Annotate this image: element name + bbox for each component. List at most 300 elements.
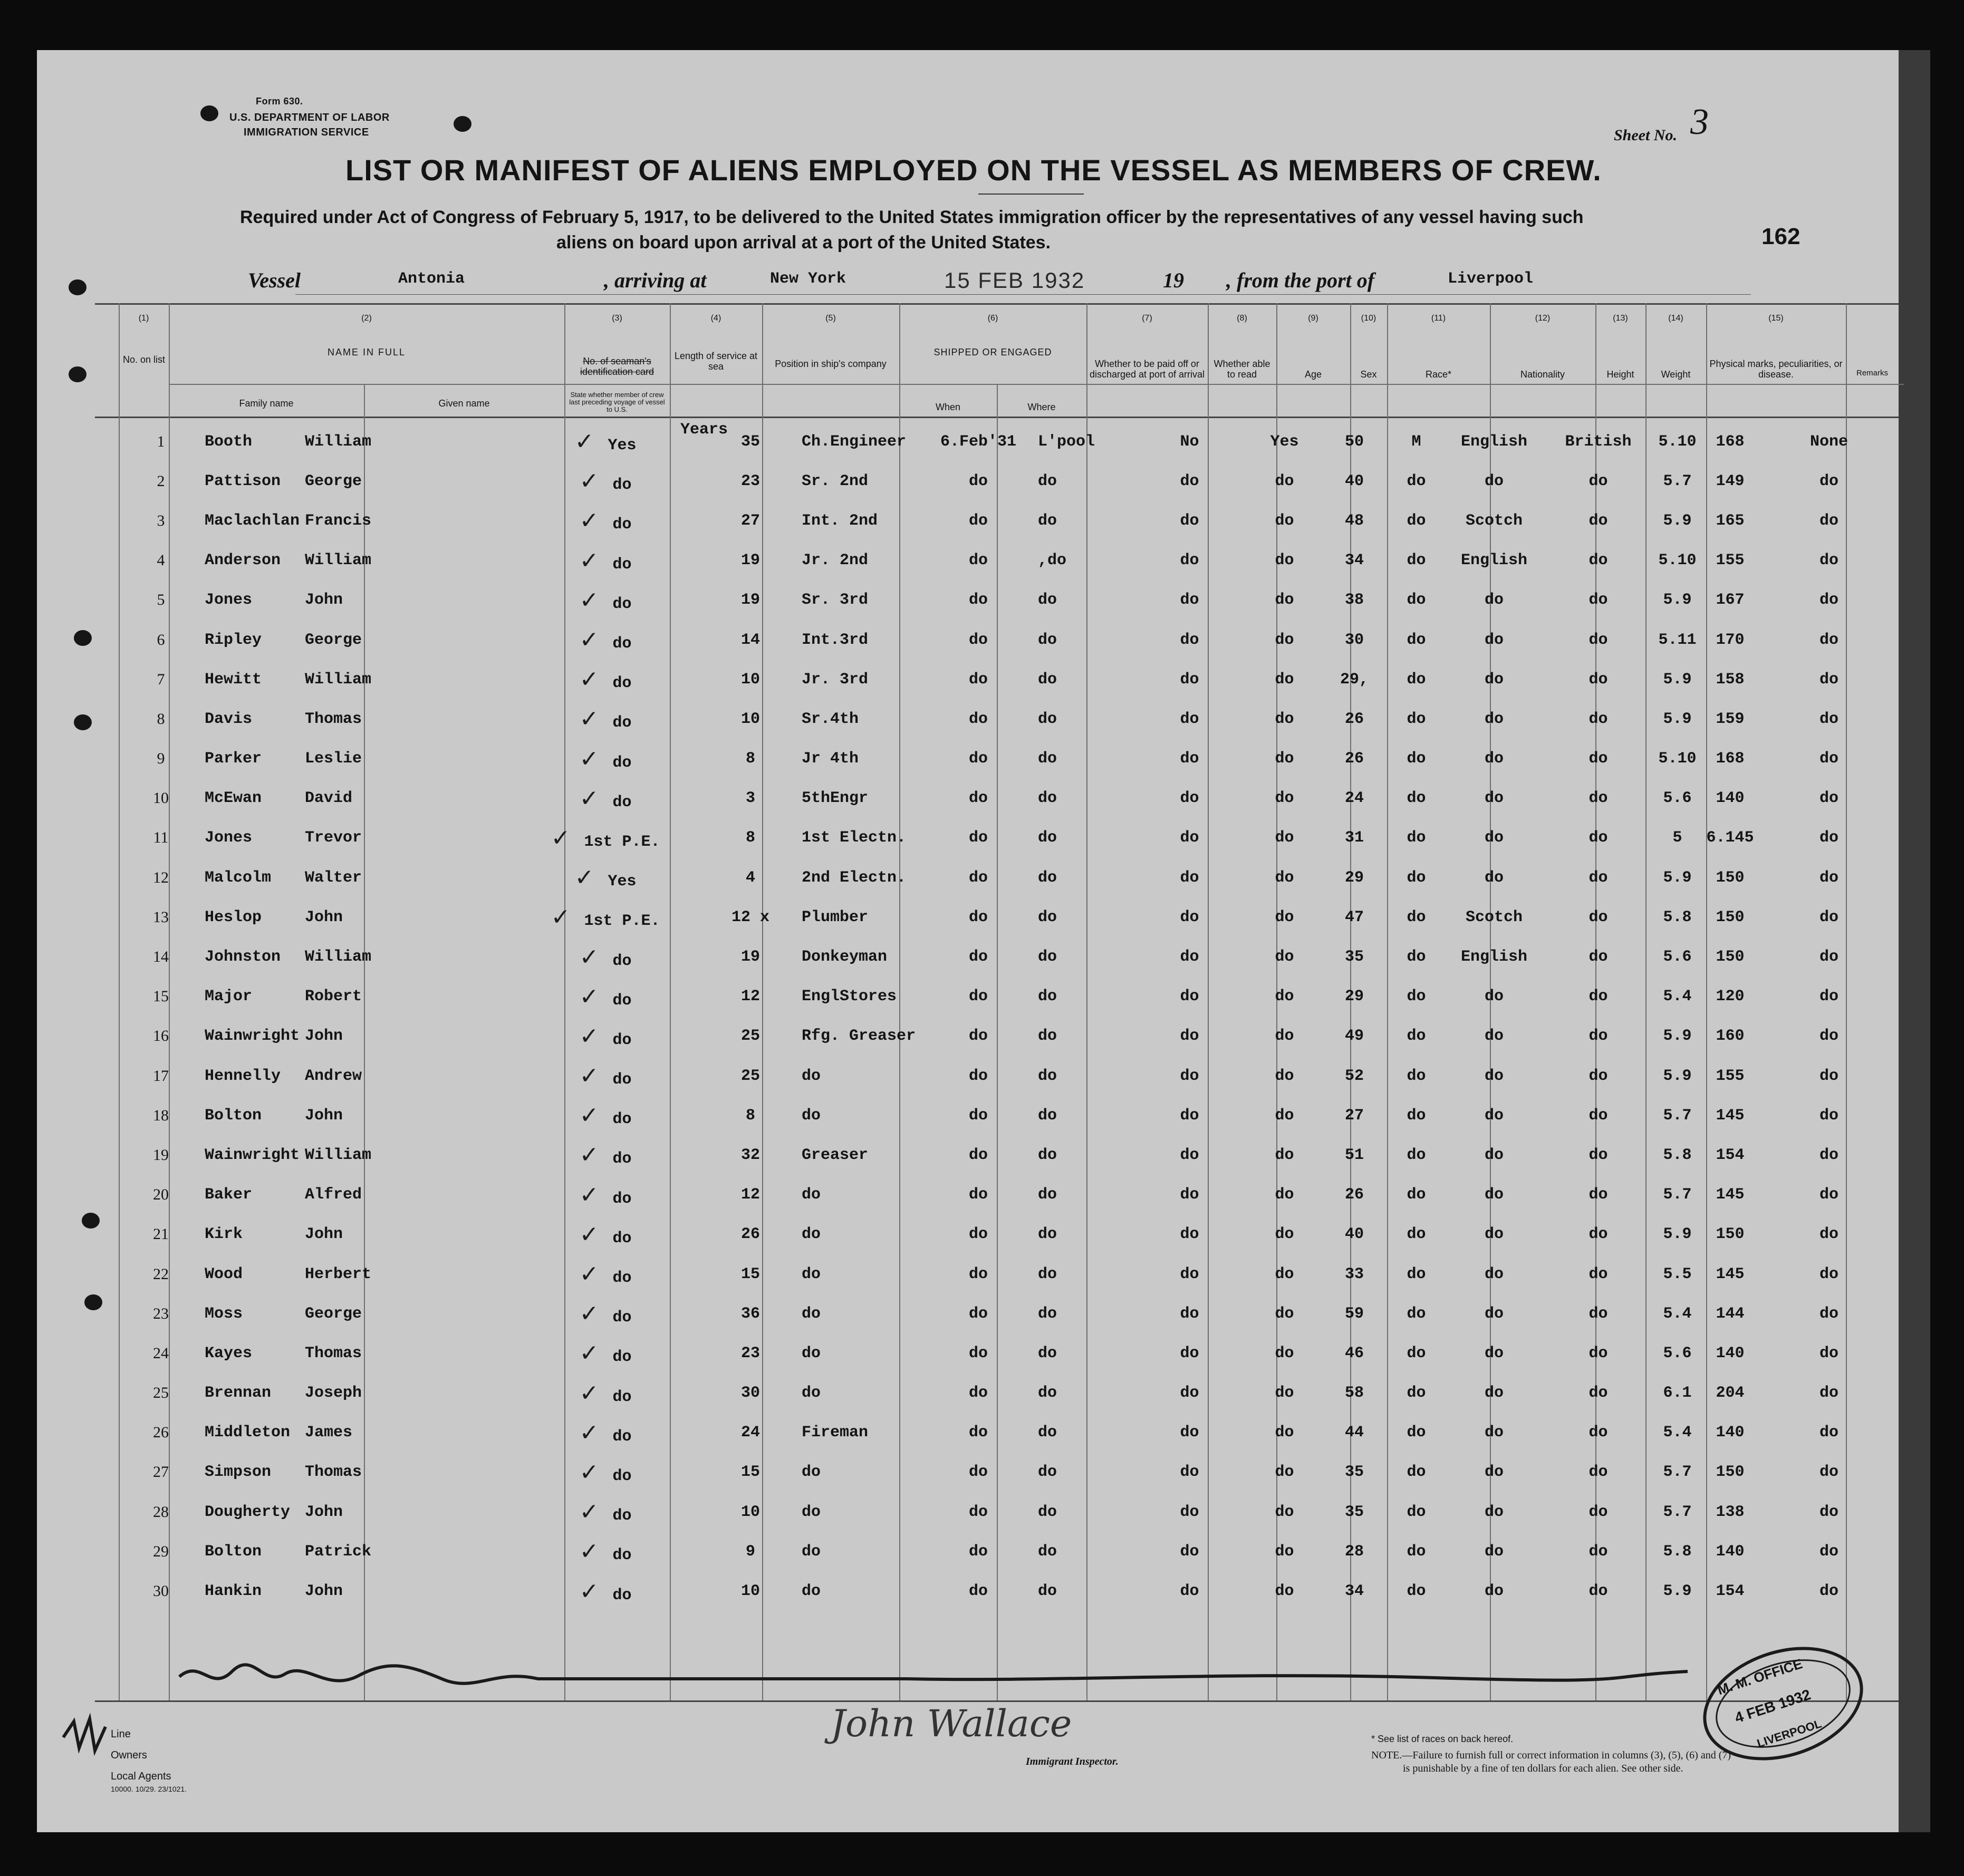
position-cell (795, 541, 933, 581)
nationality-cell (1547, 1096, 1650, 1135)
able-to-read: do (1275, 1304, 1294, 1323)
family-name-cell (200, 1215, 300, 1254)
given-name-cell (300, 1532, 505, 1571)
physical-marks-cell (1755, 1453, 1903, 1492)
position: 2nd Electn. (802, 868, 907, 887)
shipped-when: do (969, 472, 988, 490)
shipped-where-cell (1023, 699, 1128, 739)
discharged-cell (1128, 1096, 1251, 1135)
discharged-cell (1128, 1294, 1251, 1333)
family-name-cell (200, 1056, 300, 1096)
able-to-read-cell (1251, 858, 1317, 897)
given-name: John (305, 908, 343, 926)
race-cell (1441, 739, 1547, 779)
race: do (1485, 1146, 1504, 1164)
col-num: (12) (1535, 314, 1551, 323)
row-number: 9 (157, 750, 165, 768)
given-name-cell (300, 1374, 505, 1413)
last-voyage-cell (505, 501, 706, 540)
nationality-cell (1547, 422, 1650, 461)
row-number-cell (121, 1571, 200, 1611)
position: do (802, 1503, 821, 1521)
weight: 140 (1716, 789, 1745, 808)
years-at-sea-cell (706, 1056, 795, 1096)
row-number: 5 (157, 591, 165, 609)
height: 5.10 (1658, 552, 1697, 570)
shipped-when-cell (933, 1413, 1023, 1453)
discharged-cell (1128, 422, 1251, 461)
weight-cell (1705, 1254, 1755, 1294)
years-at-sea: 19 (741, 948, 760, 966)
shipped-where: do (1038, 1186, 1057, 1204)
row-number-cell (121, 1175, 200, 1215)
row-number: 4 (157, 552, 165, 569)
discharged-cell (1128, 977, 1251, 1017)
checkmark-icon: ✓ (579, 547, 599, 574)
shipped-when: do (969, 1384, 988, 1403)
nationality: do (1588, 1067, 1608, 1085)
last-voyage: do (612, 1110, 632, 1129)
nationality: do (1588, 511, 1608, 530)
shipped-when: do (969, 789, 988, 808)
shipped-when-cell (933, 739, 1023, 779)
shipped-when-cell (933, 1571, 1023, 1611)
row-number-cell (121, 858, 200, 897)
physical-marks: do (1819, 868, 1839, 887)
header-sex: Sex (1360, 369, 1377, 380)
shipped-when: do (969, 670, 988, 689)
last-voyage: do (612, 1190, 632, 1208)
discharged-cell (1128, 858, 1251, 897)
able-to-read: do (1275, 1542, 1294, 1561)
page-number: 162 (1761, 224, 1801, 249)
shipped-where-cell (1023, 818, 1128, 858)
able-to-read: do (1275, 670, 1294, 689)
height-cell (1650, 1254, 1705, 1294)
age: 30 (1345, 631, 1364, 649)
height: 5.4 (1663, 1304, 1692, 1323)
shipped-when-cell (933, 897, 1023, 937)
last-voyage: 1st P.E. (584, 833, 660, 851)
given-name-cell (300, 1413, 505, 1453)
nationality: do (1588, 1186, 1608, 1204)
print-code: 10000. 10/29. 23/1021. (111, 1785, 187, 1793)
sex: do (1407, 591, 1426, 610)
age-cell (1317, 1571, 1391, 1611)
age: 26 (1345, 710, 1364, 728)
able-to-read: do (1275, 750, 1294, 768)
position-cell (795, 461, 933, 501)
family-name: Dougherty (205, 1503, 291, 1521)
weight-cell (1705, 461, 1755, 501)
shipped-when-cell (933, 1374, 1023, 1413)
able-to-read-cell (1251, 660, 1317, 699)
height-cell (1650, 699, 1705, 739)
checkmark-icon: ✓ (579, 507, 599, 535)
weight: 140 (1716, 1344, 1745, 1362)
last-voyage-cell (505, 422, 706, 461)
sex: do (1407, 1067, 1426, 1085)
table-row (121, 1175, 1903, 1215)
discharged: do (1180, 1225, 1199, 1244)
department: U.S. DEPARTMENT OF LABOR (229, 112, 390, 123)
years-at-sea-cell (706, 818, 795, 858)
weight-cell (1705, 1294, 1755, 1333)
last-voyage-cell (505, 1453, 706, 1492)
page-title: LIST OR MANIFEST OF ALIENS EMPLOYED ON THE VESSEL AS MEMBERS OF CREW. (345, 153, 1602, 187)
years-at-sea-cell (706, 660, 795, 699)
weight-cell (1705, 1374, 1755, 1413)
discharged-cell (1128, 1453, 1251, 1492)
position-cell (795, 581, 933, 620)
family-name: Kayes (205, 1344, 253, 1362)
able-to-read-cell (1251, 620, 1317, 660)
physical-marks: do (1819, 789, 1839, 808)
shipped-where-cell (1023, 1096, 1128, 1135)
sex: do (1407, 1304, 1426, 1323)
discharged: do (1180, 1344, 1199, 1362)
shipped-where-cell (1023, 1175, 1128, 1215)
nationality-cell (1547, 858, 1650, 897)
age: 33 (1345, 1265, 1364, 1283)
given-name: Robert (305, 988, 362, 1006)
race: do (1485, 1503, 1504, 1521)
physical-marks-cell (1755, 1571, 1903, 1611)
weight: 145 (1716, 1106, 1745, 1125)
weight-cell (1705, 699, 1755, 739)
nationality-cell (1547, 699, 1650, 739)
shipped-where: do (1038, 591, 1057, 610)
given-name: Trevor (305, 829, 362, 847)
age: 35 (1345, 1463, 1364, 1482)
shipped-where-cell (1023, 541, 1128, 581)
height-cell (1650, 1333, 1705, 1373)
able-to-read-cell (1251, 1135, 1317, 1175)
punch-hole (454, 116, 471, 132)
physical-marks: do (1819, 591, 1839, 610)
stamp-office: M. M. OFFICE (1715, 1655, 1805, 1698)
sex: do (1407, 1424, 1426, 1442)
family-name: Pattison (205, 472, 281, 490)
years-at-sea: 23 (741, 472, 760, 490)
sex-cell (1391, 422, 1441, 461)
weight: 6.145 (1706, 829, 1754, 847)
given-name-cell (300, 660, 505, 699)
physical-marks: do (1819, 948, 1839, 966)
able-to-read-cell (1251, 1215, 1317, 1254)
years-at-sea-cell (706, 897, 795, 937)
years-at-sea-cell (706, 1413, 795, 1453)
shipped-where: do (1038, 1146, 1057, 1164)
shipped-when-cell (933, 818, 1023, 858)
able-to-read: do (1275, 511, 1294, 530)
given-name: Joseph (305, 1384, 362, 1403)
last-voyage-cell (505, 1017, 706, 1056)
family-name: Middleton (205, 1424, 291, 1442)
able-to-read: do (1275, 631, 1294, 649)
height: 5.6 (1663, 1344, 1692, 1362)
given-name-cell (300, 1135, 505, 1175)
table-row (121, 937, 1903, 976)
age: 47 (1345, 908, 1364, 926)
given-name-cell (300, 1254, 505, 1294)
shipped-where-cell (1023, 858, 1128, 897)
row-number-cell (121, 461, 200, 501)
physical-marks: do (1819, 1542, 1839, 1561)
able-to-read-cell (1251, 1017, 1317, 1056)
years-at-sea: 25 (741, 1027, 760, 1046)
able-to-read-cell (1251, 1056, 1317, 1096)
race: do (1485, 1106, 1504, 1125)
given-name: William (305, 432, 372, 451)
family-name-cell (200, 699, 300, 739)
last-voyage: Yes (608, 437, 637, 455)
age-cell (1317, 779, 1391, 818)
position-cell (795, 660, 933, 699)
last-voyage-cell (505, 1413, 706, 1453)
weight: 155 (1716, 552, 1745, 570)
row-number-cell (121, 1215, 200, 1254)
physical-marks-cell (1755, 739, 1903, 779)
given-name-cell (300, 1571, 505, 1611)
able-to-read-cell (1251, 501, 1317, 540)
nationality: do (1588, 710, 1608, 728)
row-number: 6 (157, 631, 165, 649)
family-name: Hewitt (205, 670, 262, 689)
age: 29 (1345, 988, 1364, 1006)
discharged: do (1180, 1265, 1199, 1283)
race: do (1485, 829, 1504, 847)
shipped-when-cell (933, 1492, 1023, 1532)
physical-marks-cell (1755, 1254, 1903, 1294)
race-cell (1441, 1017, 1547, 1056)
given-name: Thomas (305, 1344, 362, 1362)
age: 26 (1345, 1186, 1364, 1204)
race: do (1485, 1463, 1504, 1482)
shipped-when: do (969, 1424, 988, 1442)
row-number-cell (121, 660, 200, 699)
shipped-when-cell (933, 1294, 1023, 1333)
years-at-sea-cell (706, 1374, 795, 1413)
header-nationality: Nationality (1520, 369, 1565, 380)
shipped-when-cell (933, 660, 1023, 699)
race: do (1485, 631, 1504, 649)
physical-marks-cell (1755, 461, 1903, 501)
col-num: (11) (1431, 314, 1446, 323)
discharged-cell (1128, 541, 1251, 581)
sex-cell (1391, 1492, 1441, 1532)
race-cell (1441, 422, 1547, 461)
height-cell (1650, 1056, 1705, 1096)
shipped-when: do (969, 750, 988, 768)
given-name-cell (300, 937, 505, 976)
height-cell (1650, 1175, 1705, 1215)
weight: 145 (1716, 1186, 1745, 1204)
last-voyage-cell (505, 1135, 706, 1175)
position: EnglStores (802, 988, 897, 1006)
able-to-read-cell (1251, 1532, 1317, 1571)
sex: do (1407, 1265, 1426, 1283)
years-at-sea-cell (706, 422, 795, 461)
family-name: Moss (205, 1304, 243, 1323)
position-cell (795, 1374, 933, 1413)
age-cell (1317, 1254, 1391, 1294)
age-cell (1317, 1492, 1391, 1532)
race: do (1485, 1186, 1504, 1204)
shipped-where-cell (1023, 1254, 1128, 1294)
weight-cell (1705, 1571, 1755, 1611)
physical-marks-cell (1755, 897, 1903, 937)
age-cell (1317, 1413, 1391, 1453)
race-cell (1441, 897, 1547, 937)
race-cell (1441, 1532, 1547, 1571)
family-name-cell (200, 858, 300, 897)
discharged: do (1180, 472, 1199, 490)
row-number: 22 (153, 1265, 169, 1283)
shipped-where: do (1038, 631, 1057, 649)
height-cell (1650, 660, 1705, 699)
nationality: do (1588, 829, 1608, 847)
row-number-cell (121, 937, 200, 976)
able-to-read: do (1275, 1067, 1294, 1085)
arrival-date-stamp: 15 FEB 1932 (944, 268, 1085, 293)
shipped-when: do (969, 710, 988, 728)
position-cell (795, 818, 933, 858)
row-number-cell (121, 581, 200, 620)
local-agents-label: Local Agents (111, 1771, 171, 1782)
physical-marks-cell (1755, 1333, 1903, 1373)
given-name: David (305, 789, 353, 808)
checkmark-icon: ✓ (551, 824, 571, 852)
position-cell (795, 779, 933, 818)
header-last-voyage: State whether member of crew last preceding voyage of vessel to U.S. (569, 391, 665, 413)
years-at-sea: 10 (741, 710, 760, 728)
physical-marks: do (1819, 631, 1839, 649)
height-cell (1650, 1453, 1705, 1492)
checkmark-icon: ✓ (579, 1300, 599, 1328)
table-row (121, 422, 1903, 461)
weight-cell (1705, 1135, 1755, 1175)
age: 58 (1345, 1384, 1364, 1403)
header-height: Height (1606, 369, 1634, 380)
discharged-cell (1128, 1492, 1251, 1532)
years-at-sea: 19 (741, 591, 760, 610)
discharged-cell (1128, 1017, 1251, 1056)
age-cell (1317, 581, 1391, 620)
shipped-when: do (969, 948, 988, 966)
height-cell (1650, 1215, 1705, 1254)
checkmark-icon: ✓ (579, 1458, 599, 1486)
race-cell (1441, 1135, 1547, 1175)
discharged: do (1180, 631, 1199, 649)
family-name: Jones (205, 591, 253, 610)
nationality-cell (1547, 1135, 1650, 1175)
position-cell (795, 1096, 933, 1135)
last-voyage: Yes (608, 873, 637, 891)
weight: 168 (1716, 750, 1745, 768)
nationality-cell (1547, 937, 1650, 976)
given-name-cell (300, 1056, 505, 1096)
sex: do (1407, 1027, 1426, 1046)
position-cell (795, 858, 933, 897)
nationality: do (1588, 1106, 1608, 1125)
height: 5.5 (1663, 1265, 1692, 1283)
physical-marks: do (1819, 750, 1839, 768)
header-position: Position in ship's company (775, 359, 887, 369)
height-cell (1650, 620, 1705, 660)
years-at-sea: 35 (741, 432, 760, 451)
last-voyage: do (612, 1031, 632, 1049)
last-voyage: do (612, 1507, 632, 1525)
given-name-cell (300, 818, 505, 858)
able-to-read-cell (1251, 1333, 1317, 1373)
physical-marks: do (1819, 511, 1839, 530)
height: 5.11 (1658, 631, 1697, 649)
position: do (802, 1225, 821, 1244)
given-name: Patrick (305, 1542, 372, 1561)
sex: M (1411, 432, 1421, 451)
physical-marks: do (1819, 1225, 1839, 1244)
nationality: British (1565, 432, 1632, 451)
given-name-cell (300, 739, 505, 779)
last-voyage: do (612, 753, 632, 772)
age: 50 (1345, 432, 1364, 451)
row-number-cell (121, 1492, 200, 1532)
given-name: John (305, 1503, 343, 1521)
height-cell (1650, 501, 1705, 540)
position-cell (795, 739, 933, 779)
shipped-where: do (1038, 1106, 1057, 1125)
last-voyage-cell (505, 541, 706, 581)
sex: do (1407, 750, 1426, 768)
row-number-cell (121, 1135, 200, 1175)
col-num: (4) (710, 314, 721, 323)
checkmark-icon: ✓ (579, 1578, 599, 1605)
table-row (121, 1453, 1903, 1492)
able-to-read: do (1275, 829, 1294, 847)
family-name: Wainwright (205, 1146, 300, 1164)
position: 5thEngr (802, 789, 869, 808)
row-number-cell (121, 541, 200, 581)
col-num: (2) (361, 314, 372, 323)
family-name: Davis (205, 710, 253, 728)
weight: 138 (1716, 1503, 1745, 1521)
position: Jr 4th (802, 750, 859, 768)
given-name: Thomas (305, 1463, 362, 1482)
race-cell (1441, 937, 1547, 976)
shipped-when-cell (933, 1333, 1023, 1373)
race: do (1485, 988, 1504, 1006)
sex: do (1407, 948, 1426, 966)
last-voyage-cell (505, 977, 706, 1017)
physical-marks-cell (1755, 1413, 1903, 1453)
last-voyage-cell (505, 1175, 706, 1215)
shipped-when: do (969, 868, 988, 887)
years-at-sea: 9 (746, 1542, 756, 1561)
age-cell (1317, 897, 1391, 937)
height: 5.10 (1658, 432, 1697, 451)
height: 5.10 (1658, 750, 1697, 768)
race: do (1485, 591, 1504, 610)
weight-cell (1705, 422, 1755, 461)
table-row (121, 699, 1903, 739)
family-name-cell (200, 501, 300, 540)
row-number-cell (121, 1017, 200, 1056)
family-name: Ripley (205, 631, 262, 649)
shipped-where-cell (1023, 739, 1128, 779)
height-cell (1650, 581, 1705, 620)
years-at-sea-cell (706, 1017, 795, 1056)
